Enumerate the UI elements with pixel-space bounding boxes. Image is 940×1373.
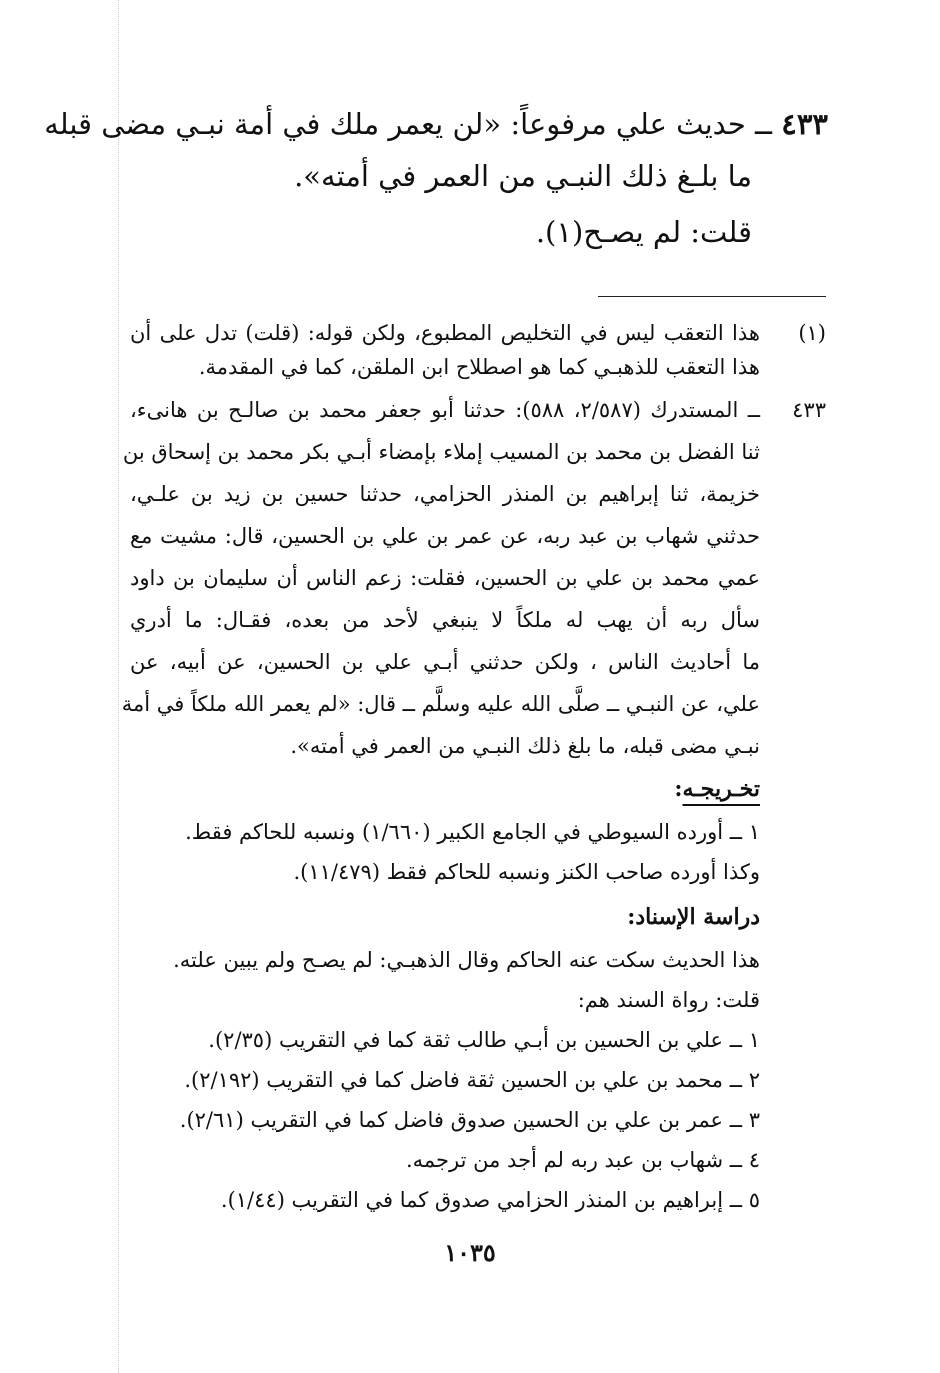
hadith-line-1: [44, 98, 828, 150]
note-433-line: ثنا الفضل بن محمد بن المسيب إملاء بإمضاء أبـي بكر محمد بن إسحاق بن: [122, 440, 760, 464]
note-433-line: ما أحاديث الناس ، ولكن حدثني أبـي علي بن الحسين، عن أبيه، عن: [130, 650, 760, 674]
narrator-item: ٤ ــ شهاب بن عبد ربه لم أجد من ترجمه.: [405, 1148, 760, 1172]
footnote-1-marker: (١): [798, 321, 826, 345]
dirasa-line: هذا الحديث سكت عنه الحاكم وقال الذهبـي: لم يصـح ولم يبين علته.: [173, 948, 760, 972]
note-433-line: نبـي مضى قبله، ما بلغ ذلك النبـي من العمر في أمته».: [290, 734, 760, 758]
footnote-separator: [598, 296, 826, 297]
footnote-1-line-1: هذا التعقب ليس في التخليص المطبوع، ولكن قوله: (قلت) تدل على أن: [130, 321, 760, 345]
page-gutter-line: [118, 0, 119, 1373]
note-433-line: حدثني شهاب بن عبد ربه، عن عمر بن علي بن الحسين، قال: مشيت مع: [130, 524, 760, 548]
takhrij-heading: تخـريجـه:: [674, 776, 760, 802]
takhrij-line: وكذا أورده صاحب الكنز ونسبه للحاكم فقط (١١/٤٧٩).: [293, 860, 760, 884]
note-433-line: ــ المستدرك (٢/٥٨٧، ٥٨٨): حدثنا أبو جعفر محمد بن صالـح بن هانىء،: [130, 398, 761, 422]
note-433-line: عمي محمد بن علي بن الحسين، فقلت: زعم الناس أن سليمان بن داود: [130, 566, 760, 590]
dirasa-heading: دراسة الإسناد:: [627, 904, 760, 930]
footnote-1-line-2: هذا التعقب للذهبـي كما هو اصطلاح ابن الملقن، كما في المقدمة.: [198, 355, 760, 379]
hadith-line-2: ما بلـغ ذلك النبـي من العمر في أمته».: [294, 159, 752, 193]
hadith-ruling: قلت: لم يصـح(١).: [535, 215, 752, 249]
page-number: ١٠٣٥: [444, 1238, 496, 1267]
narrator-item: ٢ ــ محمد بن علي بن الحسين ثقة فاضل كما في التقريب (٢/١٩٢).: [184, 1068, 760, 1092]
narrator-item: ٥ ــ إبراهيم بن المنذر الحزامي صدوق كما في التقريب (١/٤٤).: [220, 1188, 760, 1212]
note-433-line: خزيمة، ثنا إبراهيم بن المنذر الحزامي، حدثنا حسين بن زيد بن علـي،: [130, 482, 760, 506]
takhrij-line: ١ ــ أورده السيوطي في الجامع الكبير (١/٦٦٠) ونسبه للحاكم فقط.: [185, 820, 760, 844]
hadith-number: ٤٣٣: [781, 107, 828, 141]
note-433-marker: ٤٣٣: [792, 398, 826, 422]
narrator-item: ١ ــ علي بن الحسين بن أبـي طالب ثقة كما في التقريب (٢/٣٥).: [208, 1028, 760, 1052]
narrator-item: ٣ ــ عمر بن علي بن الحسين صدوق فاضل كما في التقريب (٢/٦١).: [179, 1108, 760, 1132]
dirasa-line: قلت: رواة السند هم:: [577, 988, 760, 1012]
note-433-line: سأل ربه أن يهب له ملكاً لا ينبغي لأحد من بعده، فقـال: ما أدري: [130, 608, 760, 632]
hadith-text-1: ــ حديث علي مرفوعاً: «لن يعمر ملك في أمة نبـي مضى قبله: [44, 107, 773, 141]
note-433-line: علي، عن النبـي ــ صلَّى الله عليه وسلَّم ــ قال: «لم يعمر الله ملكاً في أمة: [121, 692, 760, 716]
